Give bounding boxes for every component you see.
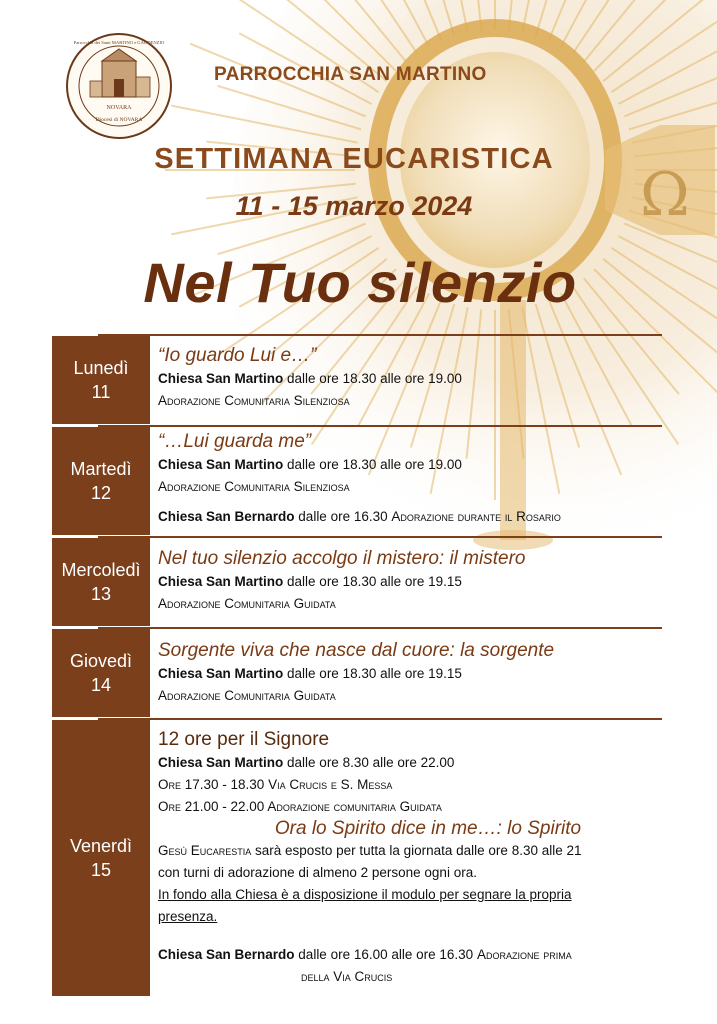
day-number: 14 <box>90 675 112 695</box>
event-title: SETTIMANA EUCARISTICA <box>154 143 554 175</box>
church-name: Chiesa San Bernardo <box>158 509 295 524</box>
day-title: 12 ore per il Signore <box>158 729 330 750</box>
day-number: 11 <box>91 382 111 402</box>
parish-logo <box>64 31 174 141</box>
activity-text: Adorazione Comunitaria Guidata <box>158 688 336 703</box>
time-text: dalle ore 16.00 alle ore 16.30 <box>294 947 477 962</box>
schedule-row-friday <box>52 720 662 996</box>
day-label <box>52 336 150 424</box>
activity-text: Adorazione durante il Rosario <box>391 509 561 524</box>
activity-text: Adorazione prima <box>476 947 572 962</box>
church-name: Chiesa San Martino <box>158 574 284 589</box>
activity-text: Adorazione Comunitaria Guidata <box>158 596 336 611</box>
svg-text:Ω: Ω <box>640 160 690 230</box>
schedule-row-tuesday <box>52 427 662 535</box>
day-label <box>52 720 150 996</box>
church-name: Chiesa San Martino <box>158 666 284 681</box>
church-name: Chiesa San Martino <box>158 755 284 770</box>
logo-city: NOVARA <box>106 105 132 111</box>
time-text: dalle ore 8.30 alle ore 22.00 <box>283 755 455 770</box>
day-title: Nel tuo silenzio accolgo il mistero: il mistero <box>158 548 526 569</box>
schedule-line: Ore 17.30 - 18.30 Via Crucis e S. Messa <box>158 777 393 792</box>
day-title: Sorgente viva che nasce dal cuore: la sorgente <box>158 640 555 661</box>
schedule-line: Ore 21.00 - 22.00 Adorazione comunitaria Guidata <box>158 799 442 814</box>
event-dates: 11 - 15 marzo 2024 <box>235 191 473 221</box>
day-name: Venerdì <box>69 836 133 856</box>
day-label <box>52 629 150 717</box>
day-name: Mercoledì <box>61 560 141 580</box>
notice-text: presenza. <box>158 909 218 924</box>
day-number: 12 <box>90 483 112 503</box>
schedule-text: sarà esposto per tutta la giornata dalle ore 8.30 alle 21 <box>251 843 582 858</box>
activity-text: Adorazione Comunitaria Silenziosa <box>158 479 350 494</box>
time-text: dalle ore 18.30 alle ore 19.00 <box>283 371 462 386</box>
day-title: “…Lui guarda me” <box>158 431 312 452</box>
time-text: dalle ore 18.30 alle ore 19.15 <box>283 666 462 681</box>
schedule-row-thursday <box>52 629 662 717</box>
logo-parish-name: Parrocchia dei Santi MARTINO e GAUDENZIO <box>73 40 165 45</box>
activity-text: della Via Crucis <box>301 969 393 984</box>
day-label <box>52 538 150 626</box>
activity-text: Adorazione Comunitaria Silenziosa <box>158 393 350 408</box>
event-motto: Nel Tuo silenzio <box>143 251 577 314</box>
time-text: dalle ore 18.30 alle ore 19.00 <box>283 457 462 472</box>
logo-diocese: Diocesi di NOVARA <box>95 117 143 123</box>
day-name: Lunedì <box>73 358 129 378</box>
church-name: Chiesa San Bernardo <box>158 947 295 962</box>
time-text: dalle ore 16.30 <box>294 509 392 524</box>
day-label <box>52 427 150 535</box>
church-name: Chiesa San Martino <box>158 457 284 472</box>
day-name: Martedì <box>70 459 132 479</box>
schedule-row-wednesday <box>52 538 662 626</box>
day-number: 15 <box>90 860 112 880</box>
activity-text: Gesù Eucarestia <box>158 843 252 858</box>
day-subtitle: Ora lo Spirito dice in me…: lo Spirito <box>274 818 582 839</box>
time-text: dalle ore 18.30 alle ore 19.15 <box>283 574 462 589</box>
day-title: “Io guardo Lui e…” <box>158 345 317 366</box>
parish-name: PARROCCHIA SAN MARTINO <box>214 64 487 85</box>
schedule-text: con turni di adorazione di almeno 2 persone ogni ora. <box>158 865 477 880</box>
schedule-row-monday <box>52 336 662 424</box>
church-name: Chiesa San Martino <box>158 371 284 386</box>
day-number: 13 <box>90 584 112 604</box>
day-name: Giovedì <box>69 651 133 671</box>
notice-text: In fondo alla Chiesa è a disposizione il modulo per segnare la propria <box>158 887 572 902</box>
